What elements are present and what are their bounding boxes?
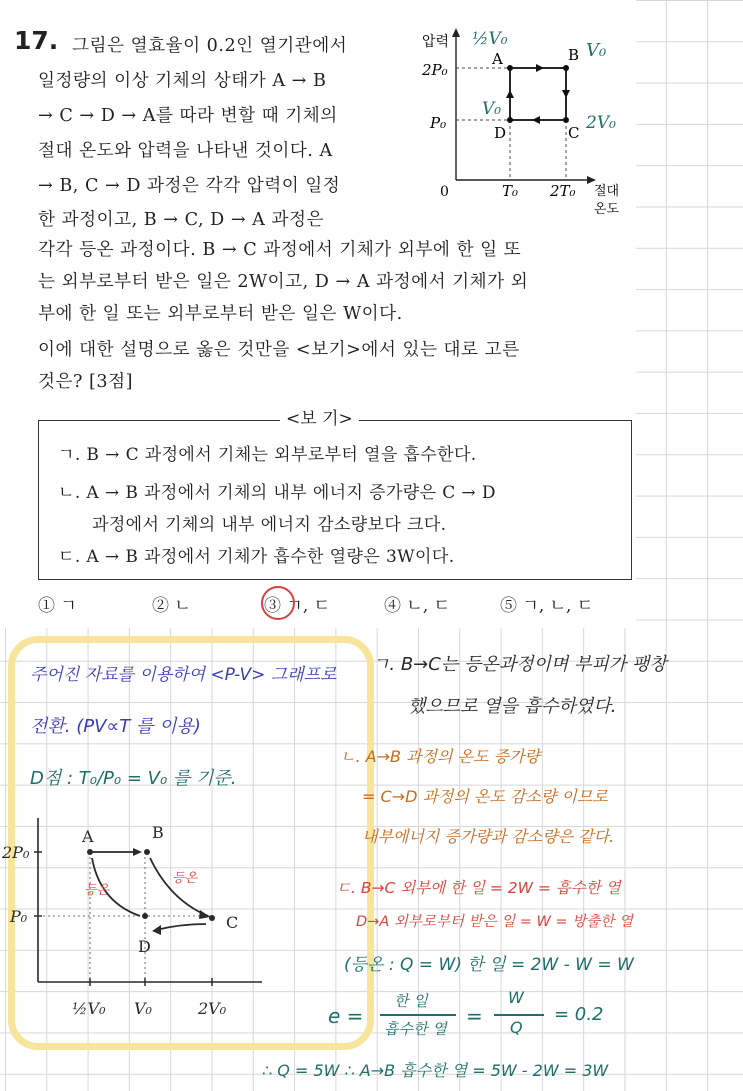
point-a (507, 65, 513, 71)
pv-label-c: C (226, 913, 239, 932)
note-conclusion: ∴ Q = 5W ∴ A→B 흡수한 열 = 5W - 2W = 3W (262, 1061, 609, 1080)
bogi-item-n-cont: 과정에서 기체의 내부 에너지 감소량보다 크다. (92, 515, 447, 535)
x-axis-label: 절대 (594, 184, 620, 199)
y-tick-p0: P₀ (430, 114, 447, 132)
x-axis-label: 온도 (594, 202, 620, 217)
efficiency-numerator-w: W (508, 988, 524, 1007)
pv-label-b: B (152, 823, 164, 842)
note-d-line2: D→A 외부로부터 받은 일 = W = 방출한 열 (356, 914, 633, 930)
pv-b-to-c (150, 858, 208, 916)
efficiency-value: = 0.2 (554, 1004, 604, 1025)
y-axis-arrow (452, 28, 460, 37)
fraction-bar-2 (494, 1014, 544, 1016)
pv-isothermal-left: 등온 (84, 883, 110, 898)
note-c-volume: 2V₀ (586, 113, 616, 133)
pv-y-tick-p0: P₀ (10, 907, 28, 926)
bogi-title: <보 기> (280, 404, 359, 429)
pv-y-tick-2p0: 2P₀ (2, 843, 30, 862)
efficiency-equals: = (466, 1004, 483, 1028)
note-g-line1: ㄱ. B→C는 등온과정이며 부피가 팽창 (372, 654, 667, 675)
problem-text-line: 일정량의 이상 기체의 상태가 A → B (38, 71, 327, 91)
x-axis-arrow (587, 176, 596, 184)
pv-graph-sketch (0, 812, 300, 1032)
problem-text-line: → B, C → D 과정은 각각 압력이 일정 (38, 176, 341, 196)
choice-3[interactable]: ③ ㄱ, ㄷ (264, 596, 331, 616)
arrow-d-to-a (506, 90, 514, 98)
choice-5[interactable]: ⑤ ㄱ, ㄴ, ㄷ (500, 596, 594, 616)
arrow-a-to-b (536, 64, 544, 72)
note-left-line2: 전환. (PV∝T 를 이용) (30, 716, 201, 737)
problem-text-line: 그림은 열효율이 0.2인 열기관에서 (72, 36, 348, 56)
bogi-item-g: ㄱ. B → C 과정에서 기체는 외부로부터 열을 흡수한다. (58, 445, 477, 465)
point-c (563, 117, 569, 123)
efficiency-e: e = (328, 1004, 364, 1028)
choice-2[interactable]: ② ㄴ (152, 596, 191, 616)
pv-x-tick-2v0: 2V₀ (198, 999, 227, 1018)
note-d-volume: V₀ (482, 99, 502, 119)
efficiency-denominator-q: Q (510, 1018, 523, 1037)
note-d-line1: ㄷ. B→C 외부에 한 일 = 2W = 흡수한 열 (336, 879, 621, 897)
note-a-volume: ½V₀ (472, 29, 508, 49)
arrow-c-to-d (532, 116, 540, 124)
problem-area (0, 0, 636, 628)
selected-answer-circle (261, 586, 295, 620)
note-left-line1: 주어진 자료를 이용하여 <P-V> 그래프로 (30, 665, 337, 685)
note-n-line2: = C→D 과정의 온도 감소량 이므로 (362, 787, 608, 806)
fraction-bar (380, 1014, 456, 1016)
problem-text-line: 한 과정이고, B → C, D → A 과정은 (38, 210, 324, 230)
pv-x-tick-v0: V₀ (134, 999, 152, 1018)
origin-label: 0 (440, 184, 449, 200)
pv-x-tick-half-v0: ½V₀ (72, 999, 106, 1018)
cycle-path (510, 68, 566, 120)
pv-label-d: D (138, 937, 151, 956)
note-d-line3: (등온 : Q = W) 한 일 = 2W - W = W (344, 955, 634, 975)
bogi-item-d: ㄷ. A → B 과정에서 기체가 흡수한 열량은 3W이다. (58, 547, 455, 567)
bogi-item-n: ㄴ. A → B 과정에서 기체의 내부 에너지 증가량은 C → D (58, 483, 496, 503)
problem-text-line: → C → D → A를 따라 변할 때 기체의 (38, 106, 338, 126)
pv-point-b (144, 849, 150, 855)
pv-point-a (87, 849, 93, 855)
note-n-line3: 내부에너지 증가량과 감소량은 같다. (362, 827, 615, 846)
y-tick-2p0: 2P₀ (422, 61, 448, 79)
y-axis-label: 압력 (422, 34, 450, 50)
efficiency-denominator: 흡수한 열 (384, 1020, 447, 1038)
label-a: A (492, 50, 503, 68)
efficiency-numerator: 한 일 (394, 992, 428, 1010)
point-d (507, 117, 513, 123)
pv-isothermal-right: 등온 (172, 871, 198, 886)
problem-text-line: 는 외부로부터 받은 일은 2W이고, D → A 과정에서 기체가 외 (38, 272, 529, 292)
problem-text-line: 각각 등온 과정이다. B → C 과정에서 기체가 외부에 한 일 또 (38, 240, 522, 260)
point-b (563, 65, 569, 71)
pressure-temperature-graph (420, 20, 636, 225)
choice-1[interactable]: ① ㄱ (38, 596, 77, 616)
pv-label-a: A (82, 827, 94, 846)
problem-text-line: 것은? [3점] (38, 372, 133, 392)
problem-text-line: 이에 대한 설명으로 옳은 것만을 <보기>에서 있는 대로 고른 (38, 340, 520, 360)
label-d: D (494, 124, 507, 142)
arrow-b-to-c (562, 90, 570, 98)
pv-point-d (142, 913, 148, 919)
label-b: B (568, 46, 580, 64)
problem-text-line: 부에 한 일 또는 외부로부터 받은 일은 W이다. (38, 304, 403, 324)
question-number: 17. (14, 26, 59, 55)
label-c: C (568, 124, 580, 142)
note-left-line3: D점 : T₀/P₀ = V₀ 를 기준. (30, 768, 237, 789)
problem-text-line: 절대 온도와 압력을 나타낸 것이다. A (38, 141, 333, 161)
pv-c-to-d (156, 924, 206, 930)
x-tick-2t0: 2T₀ (550, 182, 576, 200)
pv-point-c (209, 915, 215, 921)
note-n-line1: ㄴ. A→B 과정의 온도 증가량 (340, 747, 540, 766)
note-g-line2: 했으므로 열을 흡수하였다. (408, 696, 617, 717)
note-b-volume-text: V₀ (586, 40, 607, 61)
x-tick-t0: T₀ (502, 182, 519, 200)
choice-4[interactable]: ④ ㄴ, ㄷ (384, 596, 451, 616)
